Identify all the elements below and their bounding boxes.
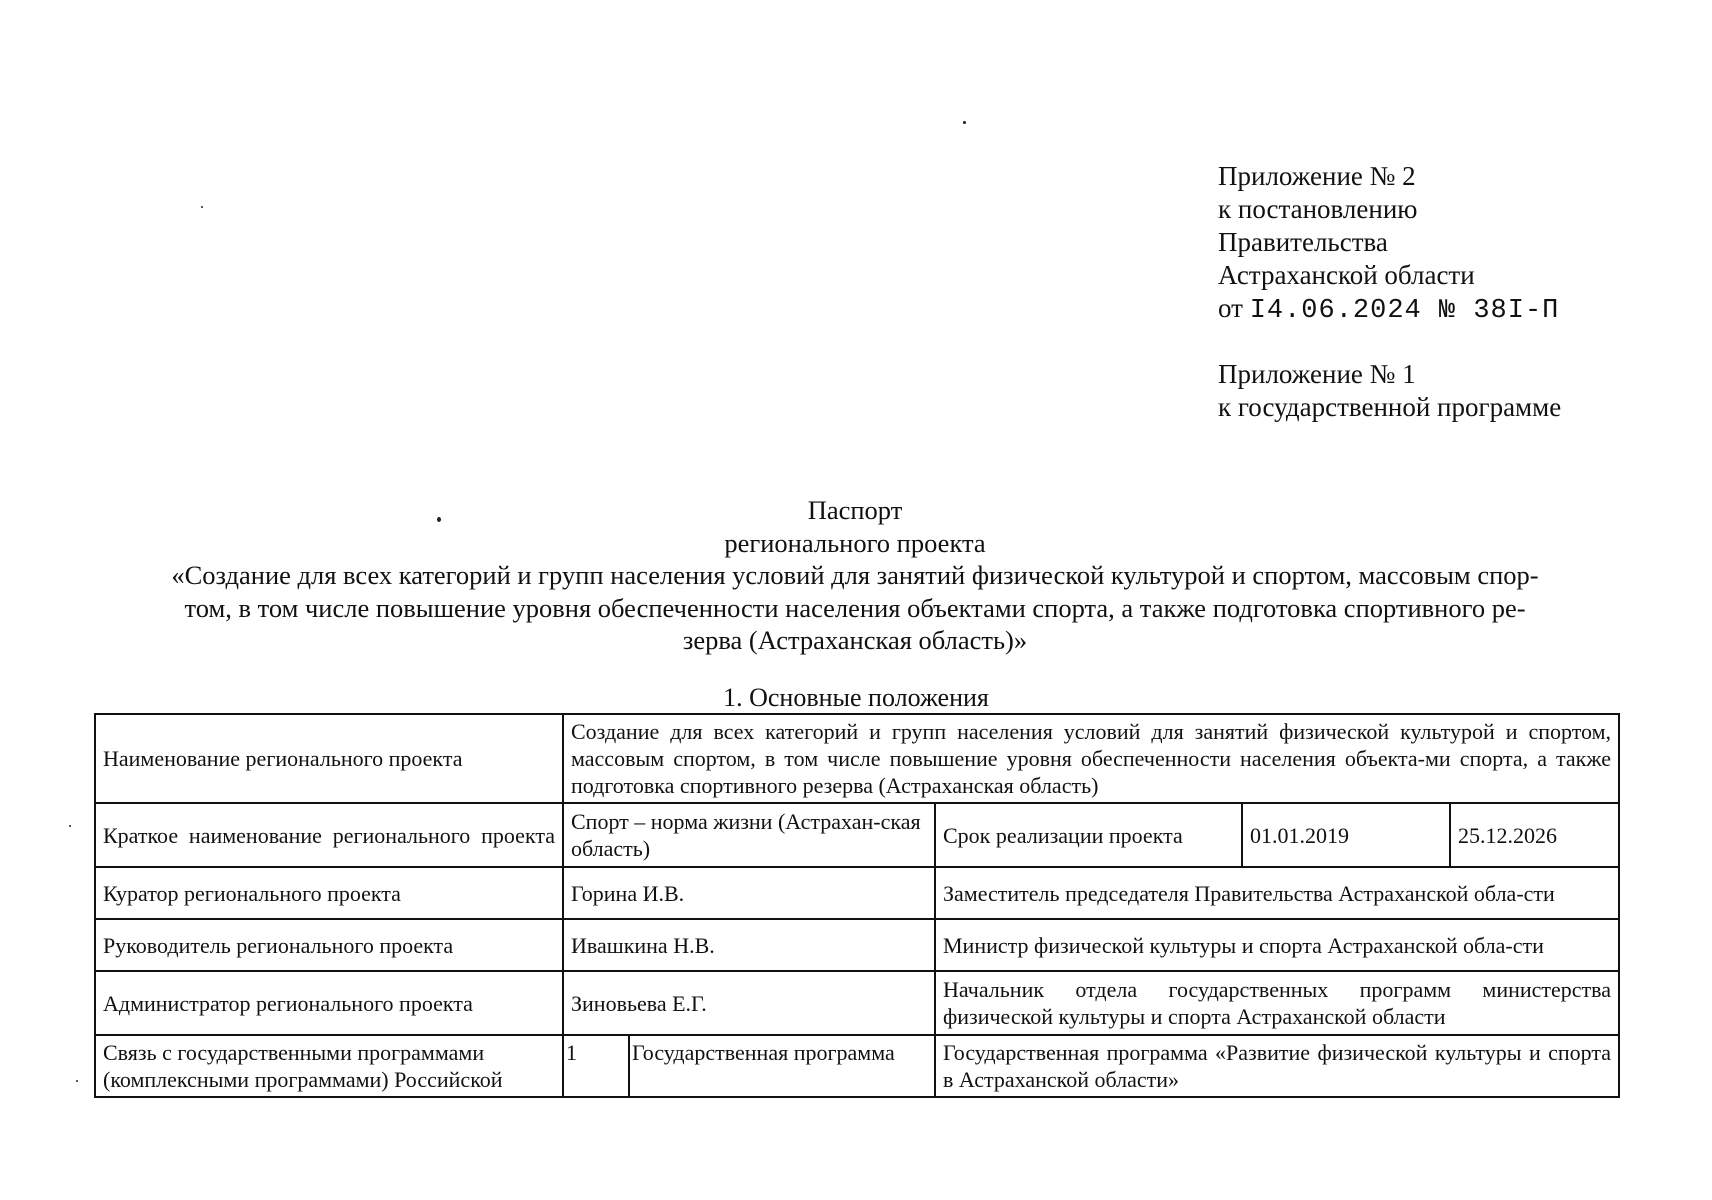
scan-speck	[69, 825, 71, 827]
appendix-1-header	[1218, 358, 1561, 424]
scan-speck	[963, 121, 966, 124]
row-link-program: Государственная программа «Развитие физической культуры и спорта в Астраханской области»	[935, 1035, 1619, 1097]
table-row	[95, 1035, 1619, 1097]
section-heading: 1. Основные положения	[723, 683, 989, 712]
row-link-type: Государственная программа	[629, 1035, 935, 1097]
appendix-2-line3: Правительства	[1218, 227, 1388, 257]
scan-speck	[76, 1080, 78, 1082]
appendix-2-line4: Астраханской области	[1218, 260, 1475, 290]
row-admin-position: Начальник отдела государственных программ министерства физической культуры и спорта Астраханской области	[935, 971, 1619, 1035]
appendix-2-header	[1218, 160, 1559, 328]
row-name-label: Наименование регионального проекта	[95, 714, 563, 803]
main-provisions-table	[94, 713, 1620, 1098]
row-curator-label: Куратор регионального проекта	[95, 867, 563, 919]
row-short-end-date: 25.12.2026	[1450, 803, 1619, 867]
title-line2: регионального проекта	[724, 527, 986, 558]
row-admin-name: Зиновьева Е.Г.	[563, 971, 935, 1035]
title-line4: том, в том числе повышение уровня обеспеченности населения объектами спорта, а также подготовка спортивного ре-	[184, 592, 1526, 623]
passport-title	[100, 494, 1610, 657]
row-head-position: Министр физической культуры и спорта Астраханской обла-сти	[935, 919, 1619, 971]
row-link-label: Связь с государственными программами (комплексными программами) Российской	[95, 1035, 563, 1097]
row-head-label: Руководитель регионального проекта	[95, 919, 563, 971]
title-line1: Паспорт	[807, 495, 903, 525]
title-line5: зерва (Астраханская область)»	[682, 625, 1028, 655]
row-short-label: Краткое наименование регионального проекта	[95, 803, 563, 867]
row-curator-name: Горина И.В.	[563, 867, 935, 919]
table-row	[95, 919, 1619, 971]
appendix-2-line1: Приложение № 2	[1218, 161, 1416, 191]
row-short-value: Спорт – норма жизни (Астрахан-ская область)	[563, 803, 935, 867]
table-row	[95, 714, 1619, 803]
row-head-name: Ивашкина Н.В.	[563, 919, 935, 971]
appendix-2-line2: к постановлению	[1218, 194, 1418, 224]
row-admin-label: Администратор регионального проекта	[95, 971, 563, 1035]
scan-speck	[201, 206, 203, 208]
row-name-value: Создание для всех категорий и групп населения условий для занятий физической культурой и спортом, массовым спортом, в том числе повышение уровня обеспеченности населения объекта-ми спорта, а также подготовка спортивного резерва (Астраханская область)	[563, 714, 1619, 803]
appendix-2-date-line	[1218, 292, 1559, 328]
title-line3: «Создание для всех категорий и групп населения условий для занятий физической культурой и спортом, массовым спор-	[171, 560, 1539, 590]
appendix-1-line1: Приложение № 1	[1218, 359, 1416, 389]
table-row	[95, 867, 1619, 919]
row-short-start-date: 01.01.2019	[1242, 803, 1450, 867]
appendix-1-line2: к государственной программе	[1218, 392, 1562, 422]
table-row	[95, 971, 1619, 1035]
table-row	[95, 803, 1619, 867]
row-curator-position: Заместитель председателя Правительства Астраханской обла-сти	[935, 867, 1619, 919]
date-prefix: от	[1218, 293, 1243, 323]
decree-date-number: I4.06.2024 № 38I-П	[1249, 296, 1560, 326]
row-short-period-label: Срок реализации проекта	[935, 803, 1242, 867]
row-link-number: 1	[563, 1035, 629, 1097]
